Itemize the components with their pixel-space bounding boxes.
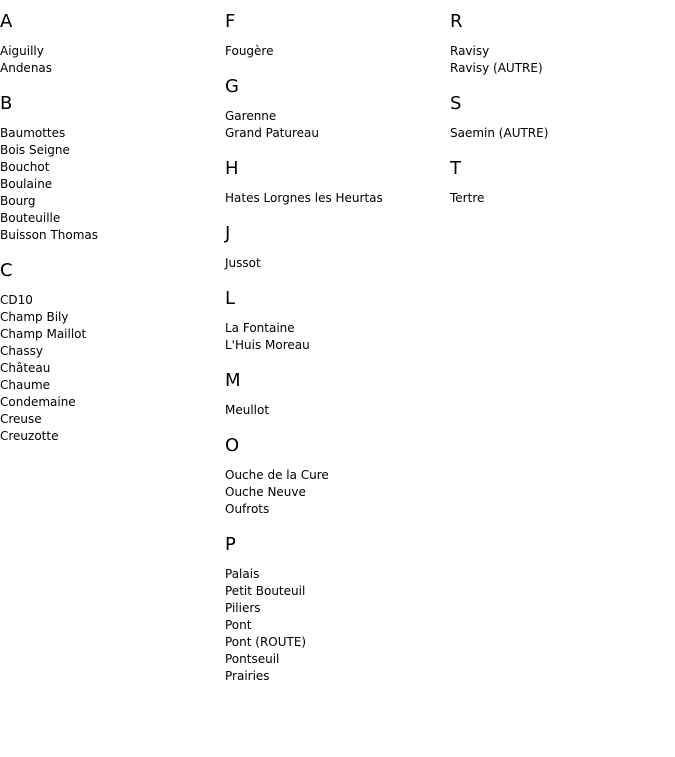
place-link[interactable]: Boulaine bbox=[0, 177, 53, 191]
section-letter-heading: C bbox=[0, 260, 13, 281]
section-letter-heading: H bbox=[225, 158, 239, 179]
place-link[interactable]: Saemin (AUTRE) bbox=[450, 126, 549, 140]
section-letter-heading: B bbox=[0, 93, 13, 114]
place-link[interactable]: Bourg bbox=[0, 194, 36, 208]
place-list bbox=[225, 190, 450, 207]
index-section-a bbox=[0, 12, 225, 77]
place-link[interactable]: Jussot bbox=[225, 256, 261, 270]
place-link[interactable]: Petit Bouteuil bbox=[225, 584, 306, 598]
place-link[interactable]: Ravisy bbox=[450, 44, 490, 58]
index-section-c bbox=[0, 261, 225, 445]
section-letter-heading: O bbox=[225, 435, 240, 456]
index-column-3 bbox=[450, 0, 675, 207]
place-list bbox=[450, 125, 675, 142]
place-link[interactable]: Bois Seigne bbox=[0, 143, 70, 157]
index-section-t bbox=[450, 159, 675, 207]
place-link[interactable]: Chaume bbox=[0, 378, 51, 392]
place-link[interactable]: Piliers bbox=[225, 601, 261, 615]
place-link[interactable]: Grand Patureau bbox=[225, 126, 319, 140]
place-link[interactable]: Ravisy (AUTRE) bbox=[450, 61, 543, 75]
place-link[interactable]: Buisson Thomas bbox=[0, 228, 99, 242]
index-column-1 bbox=[0, 0, 225, 445]
place-link[interactable]: Ouche de la Cure bbox=[225, 468, 329, 482]
index-section-b bbox=[0, 94, 225, 244]
section-letter-heading: L bbox=[225, 288, 236, 309]
place-list bbox=[0, 43, 225, 77]
index-section-g bbox=[225, 77, 450, 142]
place-list bbox=[225, 108, 450, 142]
section-letter-heading: G bbox=[225, 76, 239, 97]
place-list bbox=[450, 190, 675, 207]
place-link[interactable]: Chassy bbox=[0, 344, 43, 358]
place-link[interactable]: Andenas bbox=[0, 61, 53, 75]
index-section-p bbox=[225, 535, 450, 685]
index-section-m bbox=[225, 371, 450, 419]
place-link[interactable]: Creuzotte bbox=[0, 429, 59, 443]
place-list bbox=[225, 255, 450, 272]
place-link[interactable]: Ouche Neuve bbox=[225, 485, 306, 499]
index-section-s bbox=[450, 94, 675, 142]
place-list bbox=[225, 320, 450, 354]
place-link[interactable]: Bouteuille bbox=[0, 211, 61, 225]
section-letter-heading: A bbox=[0, 11, 13, 32]
index-section-h bbox=[225, 159, 450, 207]
index-section-f bbox=[225, 12, 450, 60]
index-section-l bbox=[225, 289, 450, 354]
place-link[interactable]: Bouchot bbox=[0, 160, 50, 174]
place-link[interactable]: Champ Bily bbox=[0, 310, 69, 324]
index-column-2 bbox=[225, 0, 450, 685]
place-link[interactable]: Oufrots bbox=[225, 502, 270, 516]
place-link[interactable]: CD10 bbox=[0, 293, 33, 307]
place-link[interactable]: Pont (ROUTE) bbox=[225, 635, 307, 649]
place-list bbox=[225, 566, 450, 685]
place-list bbox=[225, 43, 450, 60]
place-list bbox=[0, 125, 225, 244]
section-letter-heading: S bbox=[450, 93, 462, 114]
place-link[interactable]: Condemaine bbox=[0, 395, 76, 409]
section-letter-heading: J bbox=[225, 223, 231, 244]
place-link[interactable]: Fougère bbox=[225, 44, 274, 58]
place-link[interactable]: Tertre bbox=[450, 191, 485, 205]
index-section-r bbox=[450, 12, 675, 77]
section-letter-heading: P bbox=[225, 534, 236, 555]
place-link[interactable]: Garenne bbox=[225, 109, 277, 123]
section-letter-heading: M bbox=[225, 370, 241, 391]
place-link[interactable]: Pont bbox=[225, 618, 252, 632]
place-link[interactable]: Château bbox=[0, 361, 51, 375]
place-link[interactable]: L'Huis Moreau bbox=[225, 338, 310, 352]
place-link[interactable]: Prairies bbox=[225, 669, 270, 683]
place-link[interactable]: Meullot bbox=[225, 403, 270, 417]
place-link[interactable]: Creuse bbox=[0, 412, 42, 426]
index-section-j bbox=[225, 224, 450, 272]
place-link[interactable]: Pontseuil bbox=[225, 652, 280, 666]
place-list bbox=[225, 467, 450, 518]
place-list bbox=[0, 292, 225, 445]
place-link[interactable]: Baumottes bbox=[0, 126, 66, 140]
index-section-o bbox=[225, 436, 450, 518]
section-letter-heading: T bbox=[450, 158, 461, 179]
place-link[interactable]: Palais bbox=[225, 567, 260, 581]
place-link[interactable]: La Fontaine bbox=[225, 321, 295, 335]
place-link[interactable]: Aiguilly bbox=[0, 44, 44, 58]
section-letter-heading: R bbox=[450, 11, 463, 32]
place-list bbox=[225, 402, 450, 419]
place-list bbox=[450, 43, 675, 77]
place-link[interactable]: Hates Lorgnes les Heurtas bbox=[225, 191, 383, 205]
section-letter-heading: F bbox=[225, 11, 236, 32]
place-link[interactable]: Champ Maillot bbox=[0, 327, 87, 341]
